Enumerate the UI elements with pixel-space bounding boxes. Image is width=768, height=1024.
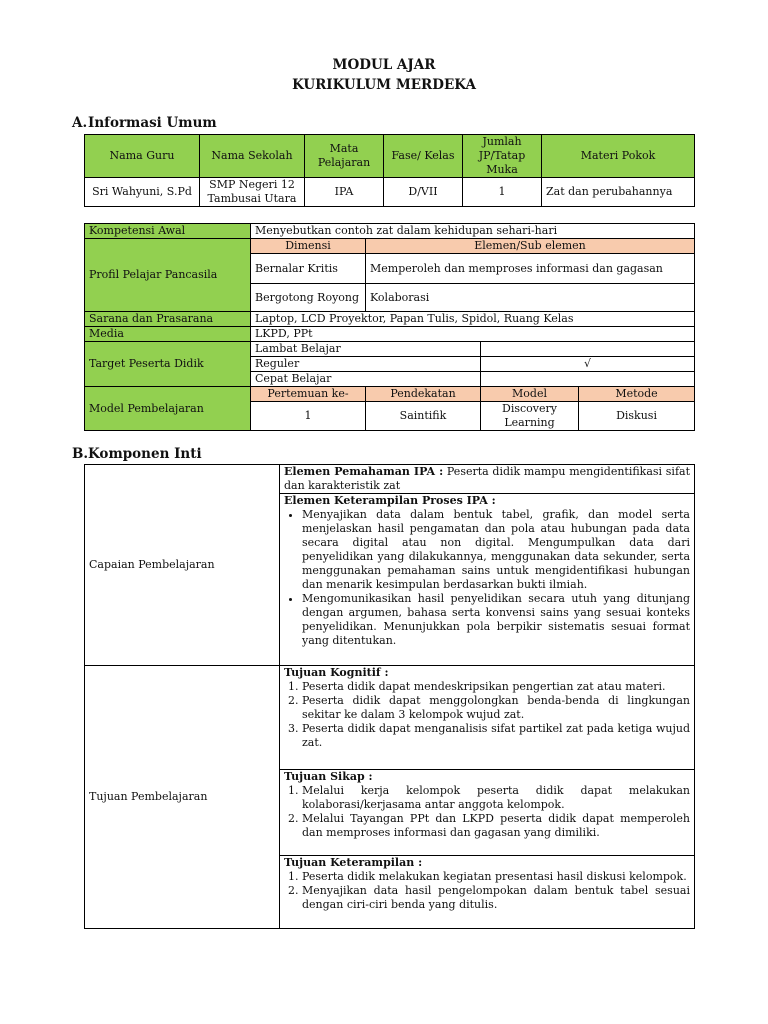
dimensi-header: Dimensi <box>251 239 366 254</box>
model-value: 1 <box>251 402 366 431</box>
doc-title: MODUL AJAR <box>332 57 436 73</box>
section-b-number: B. <box>72 446 89 462</box>
info-header-cell: Jumlah JP/Tatap Muka <box>463 135 542 178</box>
kognitif-cell <box>280 666 695 770</box>
info-value-cell: Sri Wahyuni, S.Pd <box>85 178 200 207</box>
sarana-value: Laptop, LCD Proyektor, Papan Tulis, Spidol, Ruang Kelas <box>251 312 695 327</box>
target-option: Lambat Belajar <box>251 342 481 357</box>
target-label: Target Peserta Didik <box>85 342 251 387</box>
keterampilan-list <box>284 870 690 912</box>
info-value-cell: Zat dan perubahannya <box>542 178 695 207</box>
dimensi-cell: Bergotong Royong <box>251 284 366 312</box>
kompetensi-value: Menyebutkan contoh zat dalam kehidupan sehari-hari <box>251 224 695 239</box>
sikap-title: Tujuan Sikap : <box>284 770 373 783</box>
profil-label: Profil Pelajar Pancasila <box>85 239 251 312</box>
section-b-heading <box>72 446 202 462</box>
info-value-cell: IPA <box>305 178 384 207</box>
model-value: Diskusi <box>579 402 695 431</box>
kognitif-list <box>284 680 690 750</box>
target-check-cell <box>481 372 695 387</box>
model-label: Model Pembelajaran <box>85 387 251 431</box>
model-value: Discovery Learning <box>481 402 579 431</box>
info-umum-table <box>84 134 695 207</box>
doc-subtitle: KURIKULUM MERDEKA <box>292 77 476 93</box>
tujuan-label: Tujuan Pembelajaran <box>85 666 280 929</box>
info-value-cell: D/VII <box>384 178 463 207</box>
proses-list <box>284 508 690 648</box>
list-item: • Menyajikan data dalam bentuk tabel, grafik, dan model serta menjelaskan hasil pengamatan dan pola atau hubungan pada data secara digital atau non digital. Mengumpulkan data dari penyelidikan yang dilakukannya, menggunakan data sekunder, serta menggunakan pemahaman sains untuk mengidentifikasi hubungan dan menarik kesimpulan berdasarkan bukti ilmiah. <box>302 508 690 592</box>
section-a-label: Informasi Umum <box>88 115 217 131</box>
proses-cell <box>280 494 695 666</box>
model-value: Saintifik <box>366 402 481 431</box>
info-header-cell: Fase/ Kelas <box>384 135 463 178</box>
section-b-label: Komponen Inti <box>88 446 202 462</box>
model-header: Pendekatan <box>366 387 481 402</box>
list-item: 1. Melalui kerja kelompok peserta didik dapat melakukan kolaborasi/kerjasama antar anggota kelompok. <box>302 784 690 812</box>
elemen-cell: Kolaborasi <box>366 284 695 312</box>
section-a-number: A. <box>72 115 88 131</box>
kognitif-title: Tujuan Kognitif : <box>284 666 389 679</box>
pemahaman-cell <box>280 465 695 494</box>
sikap-list <box>284 784 690 840</box>
detail-table <box>84 223 695 431</box>
keterampilan-cell <box>280 856 695 929</box>
info-header-cell: Mata Pelajaran <box>305 135 384 178</box>
media-value: LKPD, PPt <box>251 327 695 342</box>
info-header-cell: Materi Pokok <box>542 135 695 178</box>
media-label: Media <box>85 327 251 342</box>
list-item: 1. Peserta didik dapat mendeskripsikan pengertian zat atau materi. <box>302 680 690 694</box>
pemahaman-text: Peserta didik mampu mengidentifikasi sifat dan karakteristik zat <box>284 465 690 492</box>
proses-title: Elemen Keterampilan Proses IPA : <box>284 494 496 507</box>
keterampilan-title: Tujuan Keterampilan : <box>284 856 423 869</box>
list-item: 3. Peserta didik dapat menganalisis sifat partikel zat pada ketiga wujud zat. <box>302 722 690 750</box>
capaian-label: Capaian Pembelajaran <box>85 465 280 666</box>
target-option: Cepat Belajar <box>251 372 481 387</box>
elemen-header: Elemen/Sub elemen <box>366 239 695 254</box>
elemen-cell: Memperoleh dan memproses informasi dan gagasan <box>366 254 695 284</box>
target-checkmark: √ <box>481 357 695 372</box>
model-header: Pertemuan ke- <box>251 387 366 402</box>
list-item: 2. Melalui Tayangan PPt dan LKPD peserta didik dapat memperoleh dan memproses informasi dan gagasan yang dimiliki. <box>302 812 690 840</box>
kompetensi-label: Kompetensi Awal <box>85 224 251 239</box>
info-header-cell: Nama Guru <box>85 135 200 178</box>
list-item: 1. Peserta didik melakukan kegiatan presentasi hasil diskusi kelompok. <box>302 870 690 884</box>
info-header-row <box>85 135 695 178</box>
sarana-label: Sarana dan Prasarana <box>85 312 251 327</box>
list-item: 2. Peserta didik dapat menggolongkan benda-benda di lingkungan sekitar ke dalam 3 kelompok wujud zat. <box>302 694 690 722</box>
info-header-cell: Nama Sekolah <box>200 135 305 178</box>
pemahaman-title: Elemen Pemahaman IPA : <box>284 465 444 478</box>
target-option: Reguler <box>251 357 481 372</box>
model-header: Metode <box>579 387 695 402</box>
list-item: 2. Menyajikan data hasil pengelompokan dalam bentuk tabel sesuai dengan ciri-ciri benda yang ditulis. <box>302 884 690 912</box>
sikap-cell <box>280 770 695 856</box>
info-value-cell: 1 <box>463 178 542 207</box>
model-header: Model <box>481 387 579 402</box>
target-check-cell <box>481 342 695 357</box>
komponen-inti-table <box>84 464 695 929</box>
info-value-row <box>85 178 695 207</box>
info-value-cell: SMP Negeri 12 Tambusai Utara <box>200 178 305 207</box>
list-item: • Mengomunikasikan hasil penyelidikan secara utuh yang ditunjang dengan argumen, bahasa serta konvensi sains yang sesuai konteks penyelidikan. Menunjukkan pola berpikir sistematis sesuai format yang ditentukan. <box>302 592 690 648</box>
section-a-heading <box>72 115 217 131</box>
dimensi-cell: Bernalar Kritis <box>251 254 366 284</box>
